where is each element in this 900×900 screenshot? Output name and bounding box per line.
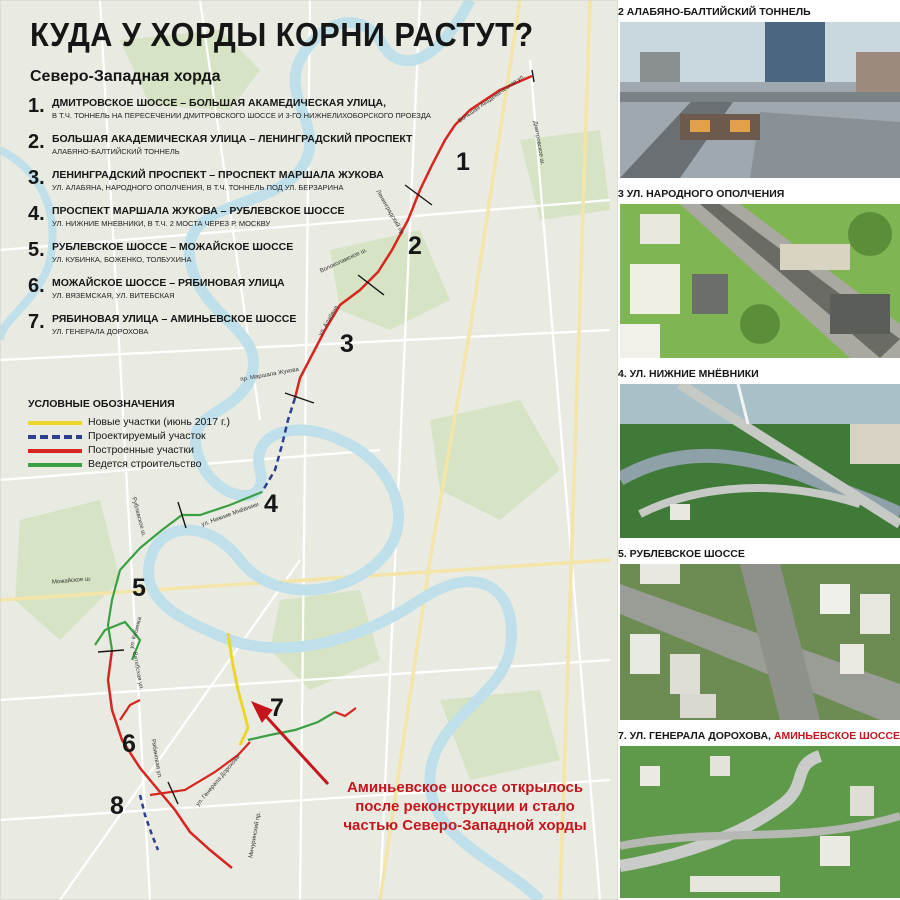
street-label: Волоколамское ш. (319, 247, 369, 275)
panel-title-text: 2 АЛАБЯНО-БАЛТИЙСКИЙ ТОННЕЛЬ (618, 6, 811, 18)
legend-item (28, 458, 202, 472)
map-legend (28, 398, 230, 472)
photo-panels (618, 0, 900, 900)
legend-label: Новые участки (июнь 2017 г.) (88, 416, 230, 428)
map-section-label: 7 (270, 694, 284, 722)
street-label: ул. Алабяна (317, 304, 340, 338)
street-label: ул. Кубинка (129, 616, 144, 650)
callout-line: после реконструкции и стало (355, 798, 575, 815)
rublevskoe-render (620, 564, 900, 720)
legend-label: Построенные участки (88, 444, 194, 456)
map-section-label: 4 (264, 490, 278, 518)
mnevniki-render (620, 384, 900, 538)
section-note: УЛ. ГЕНЕРАЛА ДОРОХОВА (52, 327, 149, 336)
section-note: УЛ. ВЯЗЕМСКАЯ, УЛ. ВИТЕБСКАЯ (52, 291, 175, 300)
section-number: 5. (28, 239, 45, 261)
section-number: 7. (28, 311, 45, 333)
map-section-label: 8 (110, 792, 124, 820)
legend-label: Ведется строительство (88, 458, 202, 470)
tunnel-photo (620, 22, 900, 178)
street-label: ул. Нижние Мнёвники (200, 501, 260, 529)
section-name: ЛЕНИНГРАДСКИЙ ПРОСПЕКТ – ПРОСПЕКТ МАРШАЛА ЖУКОВА (52, 169, 384, 181)
section-note: УЛ. КУБИНКА, БОЖЕНКО, ТОЛБУХИНА (52, 255, 192, 264)
panel-title (618, 730, 900, 742)
street-label: Большая Академическая ул. (457, 73, 527, 125)
aminyevskoe-callout (330, 778, 600, 835)
legend-item (28, 416, 230, 430)
section-number: 3. (28, 167, 45, 189)
section-list (28, 95, 448, 347)
section-name: ДМИТРОВСКОЕ ШОССЕ – БОЛЬШАЯ АКАМЕДИЧЕСКАЯ УЛИЦА, (52, 97, 386, 109)
route-built-5 (335, 708, 356, 716)
street-label: ул. Генерала Дорохова (195, 754, 242, 808)
map-section-label: 2 (408, 232, 422, 260)
section-note: АЛАБЯНО-БАЛТИЙСКИЙ ТОННЕЛЬ (52, 147, 180, 156)
section-item (28, 311, 448, 347)
callout-line: Аминьевское шоссе открылось (346, 779, 584, 796)
street-label: Ленинградский пр. (374, 189, 406, 237)
legend-item (28, 430, 206, 444)
panel-title (618, 6, 900, 18)
map-section-label: 3 (340, 330, 354, 358)
route-built-4 (120, 700, 140, 720)
street-label: Можайское ш. (51, 576, 92, 586)
section-number: 6. (28, 275, 45, 297)
panel-title (618, 368, 900, 380)
section-note: УЛ. АЛАБЯНА, НАРОДНОГО ОПОЛЧЕНИЯ, В Т.Ч. ТОННЕЛЬ ПОД УЛ. БЕРЗАРИНА (52, 183, 344, 192)
section-item (28, 275, 448, 311)
chord-subtitle: Северо-Западная хорда (30, 68, 221, 85)
section-item (28, 95, 448, 131)
street-label: Рябиновая ул. (149, 738, 163, 780)
section-name: БОЛЬШАЯ АКАДЕМИЧЕСКАЯ УЛИЦА – ЛЕНИНГРАДСКИЙ ПРОСПЕКТ (52, 133, 413, 145)
map-section-label: 5 (132, 574, 146, 602)
section-number: 1. (28, 95, 45, 117)
street-label: Рублевское ш. (130, 496, 147, 538)
section-name: МОЖАЙСКОЕ ШОССЕ – РЯБИНОВАЯ УЛИЦА (52, 277, 285, 289)
street-label: Дмитровское ш. (531, 120, 546, 166)
panel-title-highlight: АМИНЬЕВСКОЕ ШОССЕ (773, 730, 900, 742)
section-note: УЛ. НИЖНИЕ МНЕВНИКИ, В Т.Ч. 2 МОСТА ЧЕРЕЗ Р. МОСКВУ (52, 219, 271, 228)
legend-swatch-projected (28, 435, 82, 439)
panel-title-text: 3 УЛ. НАРОДНОГО ОПОЛЧЕНИЯ (618, 188, 785, 200)
section-item (28, 131, 448, 167)
dorokhova-render (620, 746, 900, 898)
legend-swatch-new (28, 421, 82, 425)
legend-swatch-construction (28, 463, 82, 467)
section-name: ПРОСПЕКТ МАРШАЛА ЖУКОВА – РУБЛЕВСКОЕ ШОССЕ (52, 205, 345, 217)
map-section-label: 1 (456, 148, 470, 176)
route-projected-8 (140, 795, 158, 850)
callout-arrow (252, 702, 328, 784)
panel-title (618, 548, 900, 560)
legend-swatch-built (28, 449, 82, 453)
street-label: Витебская ул. (131, 651, 144, 691)
page-title: КУДА У ХОРДЫ КОРНИ РАСТУТ? (30, 16, 534, 53)
section-number: 2. (28, 131, 45, 153)
panel-title-text: 4. УЛ. НИЖНИЕ МНЁВНИКИ (618, 368, 759, 380)
panel-title-text: 5. РУБЛЕВСКОЕ ШОССЕ (618, 548, 745, 560)
map-section-label: 6 (122, 730, 136, 758)
section-name: РУБЛЕВСКОЕ ШОССЕ – МОЖАЙСКОЕ ШОССЕ (52, 241, 294, 253)
panel-title-text: 7. УЛ. ГЕНЕРАЛА ДОРОХОВА, (618, 730, 774, 742)
callout-line: частью Северо-Западной хорды (343, 817, 587, 834)
route-new (228, 633, 248, 745)
legend-title: УСЛОВНЫЕ ОБОЗНАЧЕНИЯ (28, 398, 175, 410)
street-label: Мичуринский пр. (248, 811, 263, 859)
panel-title (618, 188, 900, 200)
street-label: пр. Маршала Жукова (239, 366, 300, 384)
section-item (28, 239, 448, 275)
section-note: В Т.Ч. ТОННЕЛЬ НА ПЕРЕСЕЧЕНИИ ДМИТРОВСКОГО ШОССЕ И 3-ГО НИЖНЕЛИХОБОРСКОГО ПРОЕЗДА (52, 111, 431, 120)
opolcheniya-render (620, 204, 900, 358)
section-number: 4. (28, 203, 45, 225)
legend-item (28, 444, 194, 458)
section-name: РЯБИНОВАЯ УЛИЦА – АМИНЬЕВСКОЕ ШОССЕ (52, 313, 297, 325)
legend-label: Проектируемый участок (88, 430, 206, 442)
